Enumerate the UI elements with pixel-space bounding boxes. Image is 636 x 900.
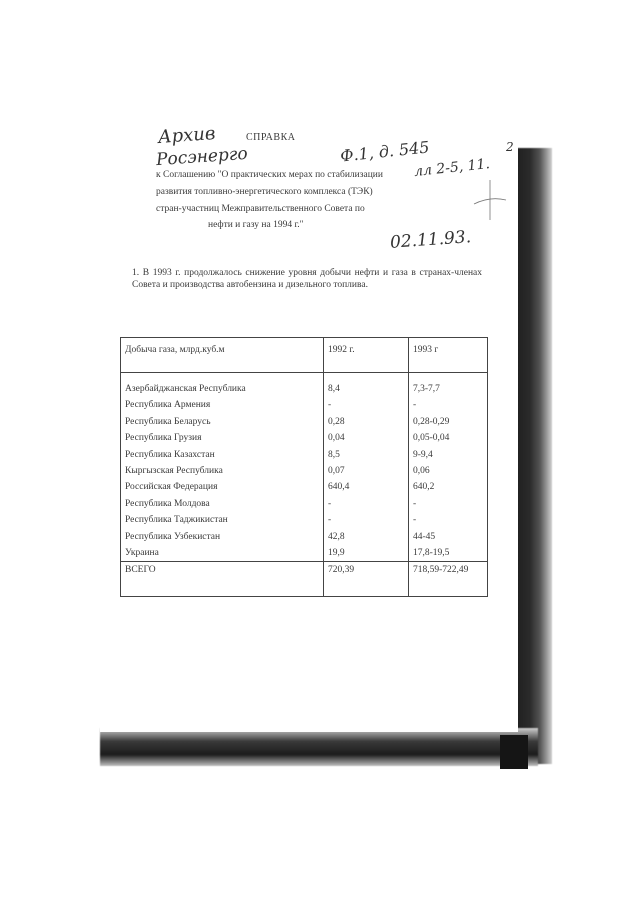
table-header-row [121, 338, 488, 373]
handwritten-date: 02.11.93. [389, 227, 472, 253]
value-1992-cell: 0,28 [324, 414, 409, 430]
table-row [121, 496, 488, 512]
country-cell: Российская Федерация [125, 482, 218, 493]
table-total-row [121, 562, 488, 597]
value-1993-cell: - [409, 496, 488, 512]
header-cell: 1992 г. [324, 338, 409, 373]
value-1993-cell: 7,3-7,7 [409, 381, 488, 397]
value-1992-cell: 8,4 [324, 381, 409, 397]
table-row [121, 479, 488, 495]
country-cell: Республика Таджикистан [125, 515, 228, 526]
country-cell: Республика Молдова [125, 498, 210, 509]
handwritten-archive-note: Архив [157, 123, 217, 148]
country-cell: Азербайджанская Республика [125, 384, 246, 394]
subtitle-line-2: развития топливно-энергетического комплекса (ТЭК) [156, 187, 373, 197]
country-cell: Республика Беларусь [125, 416, 211, 427]
value-1993-cell: 0,06 [409, 463, 488, 479]
country-cell: Республика Армения [125, 400, 211, 411]
total-1992-cell: 720,39 [324, 562, 409, 597]
table-row [121, 397, 488, 413]
value-1992-cell: 8,5 [324, 447, 409, 463]
scan-shadow-corner [500, 735, 528, 769]
handwritten-rosenergo-note: Росэнерго [155, 143, 249, 171]
gas-production-table [120, 337, 488, 597]
value-1993-cell: 0,05-0,04 [409, 430, 488, 446]
subtitle-line-1: к Соглашению "О практических мерах по стабилизации [156, 170, 383, 180]
value-1992-cell: 19,9 [324, 545, 409, 562]
table-row [121, 529, 488, 545]
value-1992-cell: 0,07 [324, 463, 409, 479]
value-1992-cell: - [324, 512, 409, 528]
value-1992-cell: - [324, 496, 409, 512]
value-1993-cell: 0,28-0,29 [409, 414, 488, 430]
value-1992-cell: - [324, 397, 409, 413]
scan-shadow-right [512, 148, 552, 764]
subtitle-line-4: нефти и газу на 1994 г." [208, 220, 304, 230]
table-row [121, 512, 488, 528]
scan-shadow-bottom [100, 728, 538, 766]
country-cell: Республика Грузия [125, 433, 202, 444]
value-1993-cell: - [409, 397, 488, 413]
country-cell: Республика Узбекистан [125, 531, 221, 542]
total-label-cell: ВСЕГО [121, 562, 324, 597]
subtitle-line-3: стран-участниц Межправительственного Совета по [156, 204, 365, 214]
country-cell: Республика Казахстан [125, 449, 215, 460]
table-row [121, 414, 488, 430]
handwritten-folio-note: Ф.1, д. 545 [339, 137, 431, 166]
country-cell: Кыргызская Республика [125, 466, 223, 477]
handwritten-page-number: 2 [506, 140, 514, 154]
table-spacer-row [121, 373, 488, 382]
country-cell: Украина [125, 548, 159, 559]
total-1993-cell: 718,59-722,49 [409, 562, 488, 597]
value-1993-cell: 640,2 [409, 479, 488, 495]
header-cell: Добыча газа, млрд.куб.м [121, 338, 324, 373]
table-row [121, 463, 488, 479]
table-row [121, 545, 488, 562]
document-page [100, 120, 518, 732]
value-1992-cell: 640,4 [324, 479, 409, 495]
handwritten-pages-note: лл 2-5, 11. [413, 156, 491, 180]
value-1993-cell: 44-45 [409, 529, 488, 545]
intro-paragraph: 1. В 1993 г. продолжалось снижение уровня добычи нефти и газа в странах-членах Совета и производства автобензина и дизельного топлива. [132, 268, 482, 290]
header-cell: 1993 г [409, 338, 488, 373]
value-1992-cell: 42,8 [324, 529, 409, 545]
table-row [121, 430, 488, 446]
value-1993-cell: 9-9,4 [409, 447, 488, 463]
value-1992-cell: 0,04 [324, 430, 409, 446]
value-1993-cell: - [409, 512, 488, 528]
document-title: СПРАВКА [246, 132, 296, 143]
value-1993-cell: 17,8-19,5 [409, 545, 488, 562]
table-row [121, 381, 488, 397]
pen-mark [470, 176, 510, 226]
table-row [121, 447, 488, 463]
